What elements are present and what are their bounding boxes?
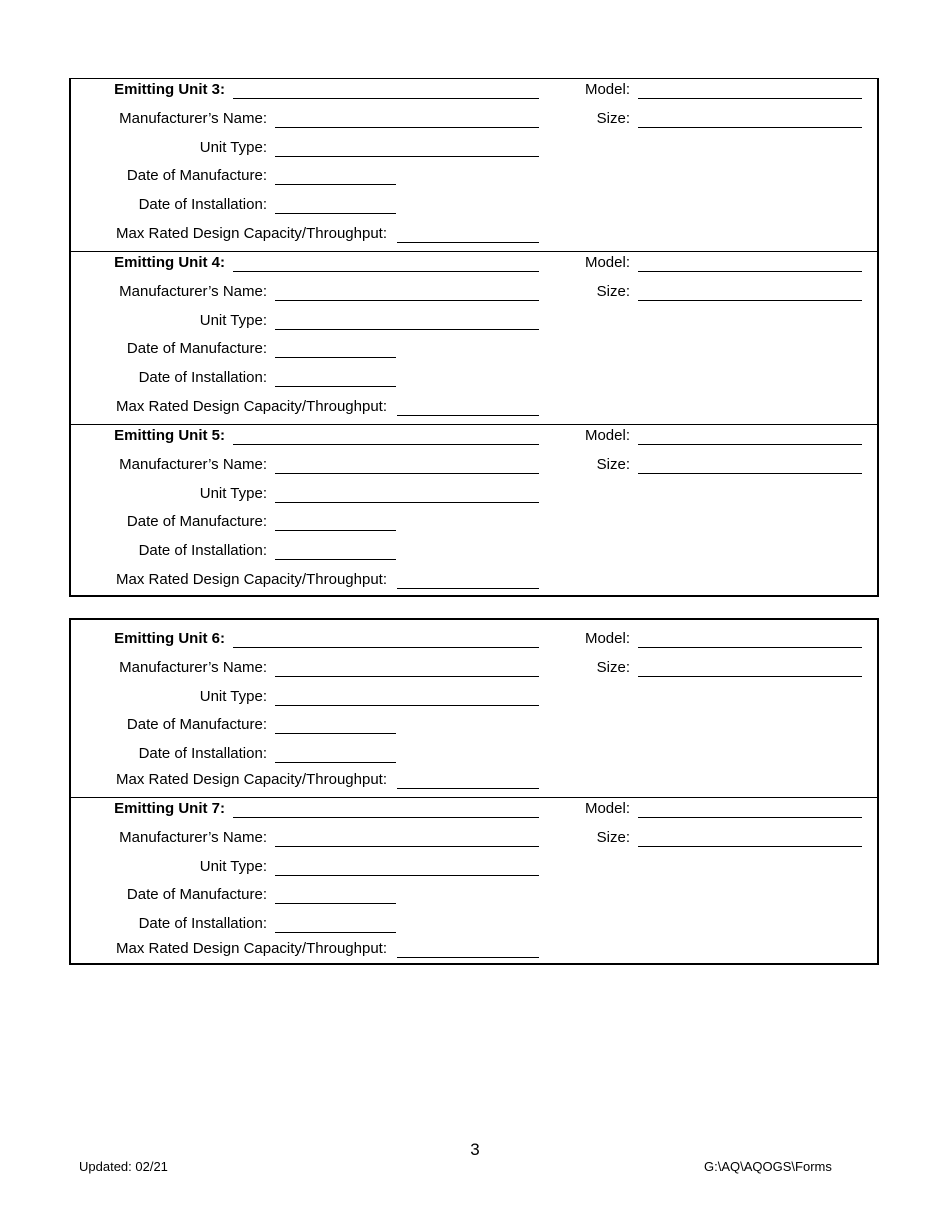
unit-type-label: Unit Type: [199,688,267,705]
model-label: Model: [584,800,630,817]
manufacturer-label: Manufacturer’s Name: [119,110,267,127]
size-label: Size: [596,283,630,300]
date-of-manufacture-label: Date of Manufacture: [126,886,267,903]
unit-6-unit-type-field[interactable] [275,705,539,706]
max-capacity-label: Max Rated Design Capacity/Throughput: [116,940,387,957]
unit-6-max-capacity-field[interactable] [397,788,539,789]
manufacturer-label: Manufacturer’s Name: [119,283,267,300]
unit-7-model-field[interactable] [638,817,862,818]
max-capacity-label: Max Rated Design Capacity/Throughput: [116,398,387,415]
model-label: Model: [584,630,630,647]
unit-7-max-capacity-field[interactable] [397,957,539,958]
unit-4-unit-type-field[interactable] [275,329,539,330]
unit-3-date-of-installation-field[interactable] [275,213,396,214]
unit-7-unit-type-field[interactable] [275,875,539,876]
unit-5-date-of-manufacture-field[interactable] [275,530,396,531]
unit-3-date-of-manufacture-field[interactable] [275,184,396,185]
date-of-installation-label: Date of Installation: [138,196,267,213]
footer-updated: Updated: 02/21 [79,1159,168,1174]
unit-5-date-of-installation-field[interactable] [275,559,396,560]
manufacturer-label: Manufacturer’s Name: [119,829,267,846]
unit-6-date-of-installation-field[interactable] [275,762,396,763]
date-of-installation-label: Date of Installation: [138,745,267,762]
emitting-unit-3-section [71,79,877,251]
manufacturer-label: Manufacturer’s Name: [119,659,267,676]
emitting-unit-title: Emitting Unit 6: [114,630,225,647]
unit-4-size-field[interactable] [638,300,862,301]
unit-7-size-field[interactable] [638,846,862,847]
unit-6-date-of-manufacture-field[interactable] [275,733,396,734]
emitting-unit-5-section [71,424,877,596]
unit-type-label: Unit Type: [199,139,267,156]
size-label: Size: [596,829,630,846]
unit-7-date-of-manufacture-field[interactable] [275,903,396,904]
size-label: Size: [596,659,630,676]
date-of-installation-label: Date of Installation: [138,915,267,932]
model-label: Model: [584,427,630,444]
unit-type-label: Unit Type: [199,858,267,875]
unit-4-date-of-installation-field[interactable] [275,386,396,387]
unit-3-unit-type-field[interactable] [275,156,539,157]
emitting-unit-title: Emitting Unit 4: [114,254,225,271]
unit-6-model-field[interactable] [638,647,862,648]
emitting-units-box-2 [69,618,879,965]
unit-5-unit-type-field[interactable] [275,502,539,503]
date-of-installation-label: Date of Installation: [138,369,267,386]
emitting-unit-7-section [71,797,877,964]
emitting-unit-6-section [71,620,877,797]
max-capacity-label: Max Rated Design Capacity/Throughput: [116,771,387,788]
size-label: Size: [596,456,630,473]
model-label: Model: [584,254,630,271]
unit-4-date-of-manufacture-field[interactable] [275,357,396,358]
max-capacity-label: Max Rated Design Capacity/Throughput: [116,225,387,242]
model-label: Model: [584,81,630,98]
page-number: 3 [470,1140,480,1159]
date-of-manufacture-label: Date of Manufacture: [126,716,267,733]
unit-4-model-field[interactable] [638,271,862,272]
date-of-installation-label: Date of Installation: [138,542,267,559]
unit-4-max-capacity-field[interactable] [397,415,539,416]
unit-5-max-capacity-field[interactable] [397,588,539,589]
unit-3-size-field[interactable] [638,127,862,128]
manufacturer-label: Manufacturer’s Name: [119,456,267,473]
unit-3-max-capacity-field[interactable] [397,242,539,243]
unit-6-size-field[interactable] [638,676,862,677]
unit-7-date-of-installation-field[interactable] [275,932,396,933]
emitting-unit-title: Emitting Unit 7: [114,800,225,817]
unit-3-model-field[interactable] [638,98,862,99]
emitting-unit-4-section [71,251,877,424]
date-of-manufacture-label: Date of Manufacture: [126,340,267,357]
unit-5-model-field[interactable] [638,444,862,445]
footer-path: G:\AQ\AQOGS\Forms [704,1159,832,1174]
unit-5-size-field[interactable] [638,473,862,474]
unit-type-label: Unit Type: [199,312,267,329]
max-capacity-label: Max Rated Design Capacity/Throughput: [116,571,387,588]
emitting-unit-title: Emitting Unit 3: [114,81,225,98]
emitting-unit-title: Emitting Unit 5: [114,427,225,444]
date-of-manufacture-label: Date of Manufacture: [126,513,267,530]
unit-type-label: Unit Type: [199,485,267,502]
date-of-manufacture-label: Date of Manufacture: [126,167,267,184]
size-label: Size: [596,110,630,127]
emitting-units-box-1 [69,78,879,597]
